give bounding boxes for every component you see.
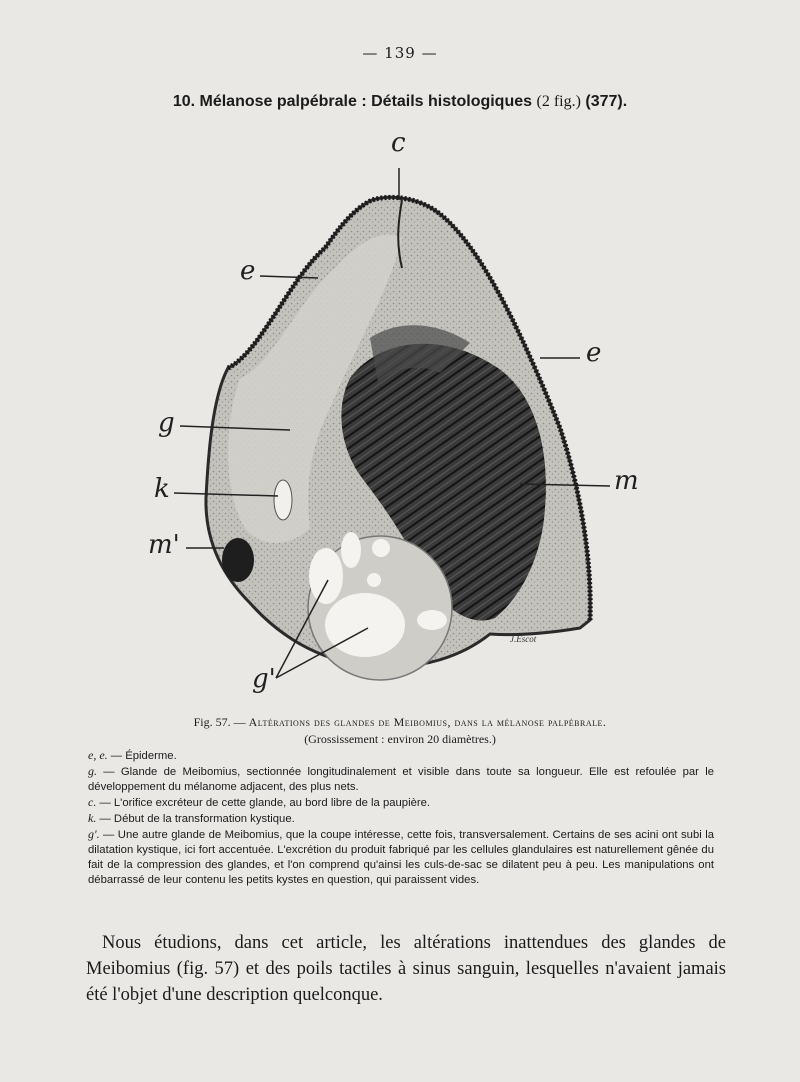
legend-text: — Début de la transformation kystique. [99, 813, 295, 825]
figure-magnification: (Grossissement : environ 20 diamètres.) [304, 732, 496, 746]
cyst-6 [417, 610, 447, 630]
legend-item [88, 827, 714, 888]
section-title-main: 10. Mélanose palpébrale : Détails histologiques [172, 93, 533, 110]
legend-item [88, 748, 714, 764]
cyst-5 [325, 593, 405, 657]
legend-key: g. [88, 764, 97, 778]
section-title-fig-count: (2 fig.) [536, 93, 581, 110]
label-e-right: e [586, 338, 602, 368]
legend-key: k. [88, 811, 97, 825]
legend-item [88, 811, 714, 827]
kystic-cyst-k [274, 480, 292, 520]
figure-caption [0, 715, 800, 730]
artist-signature: J.Escot [510, 634, 537, 644]
legend-item [88, 764, 714, 795]
label-g-prime: g' [252, 664, 276, 694]
legend-key: g'. [88, 827, 100, 841]
figure-caption-title: Altérations des glandes de Meibomius, dans la mélanose palpébrale. [248, 715, 607, 729]
legend-text: — Épiderme. [110, 750, 177, 762]
body-paragraph: Nous étudions, dans cet article, les altérations inattendues des glandes de Meibomius (fig. 57) et des poils tactiles à sinus sanguin, lesquelles n'avaient jamais été l'objet d'une description quelconque. [86, 933, 726, 1005]
label-m-prime: m' [148, 530, 180, 560]
cyst-1 [309, 548, 343, 604]
figure-legend [88, 748, 714, 888]
label-g: g [158, 408, 175, 438]
cyst-3 [372, 539, 390, 557]
legend-item [88, 795, 714, 811]
section-title [0, 93, 800, 111]
legend-text: — Glande de Meibomius, sectionnée longitudinalement et visible dans toute sa longueur. Elle est refoulée par le développement du mélanome adjacent, des plus nets. [88, 766, 714, 793]
label-e-left: e [240, 256, 256, 286]
legend-text: — L'orifice excréteur de cette glande, au bord libre de la paupière. [99, 797, 431, 809]
legend-text: — Une autre glande de Meibomius, que la coupe intéresse, cette fois, transversalement. Certains de ses acini ont subi la dilatation kystique, ici fort accentuée. L'excrétion du produit fabriqué par les cellules glandulaires est naturellement gênée du fait de la compression des glandes, et l'on comprend qu'ainsi les culs-de-sac se dilatent peu à peu. Les manipulations ont débarrassé de leur contenu les petits kystes en question, qui paraissent vides. [88, 829, 714, 886]
label-c: c [391, 128, 406, 158]
legend-key: c. [88, 795, 97, 809]
histology-illustration [140, 128, 660, 708]
figure-number: Fig. 57. — [193, 715, 246, 729]
melanoma-nodule [222, 538, 254, 582]
cyst-2 [341, 532, 361, 568]
histology-figure [140, 128, 660, 708]
cyst-4 [367, 573, 381, 587]
section-title-ref: (377). [585, 93, 628, 110]
page-number: — 139 — [362, 44, 438, 62]
legend-key: e, e. [88, 748, 108, 762]
label-m: m [614, 466, 639, 496]
label-k: k [154, 474, 170, 504]
